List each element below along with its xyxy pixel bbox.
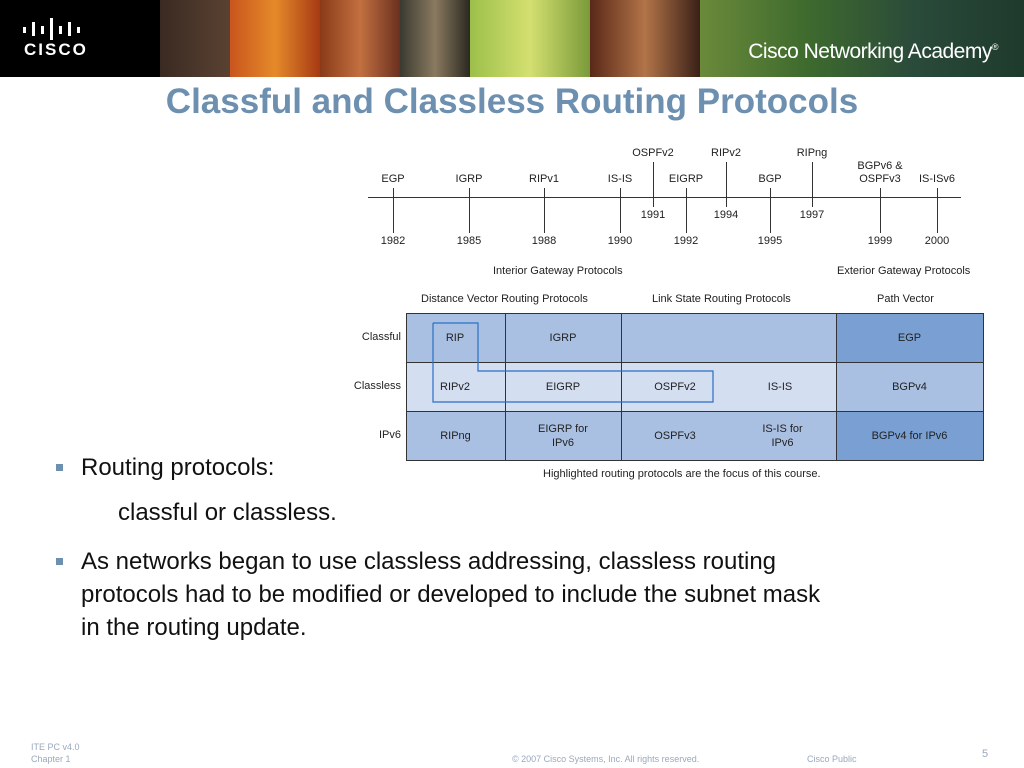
- footer-course: ITE PC v4.0: [31, 742, 80, 752]
- bullet-text: As networks began to use classless addressing, classless routing: [81, 548, 777, 575]
- timeline-year: 1997: [799, 209, 825, 221]
- footer-copyright: © 2007 Cisco Systems, Inc. All rights reserved.: [512, 754, 700, 764]
- timeline-label: EGP: [381, 173, 405, 185]
- table-cell: RIPng: [440, 429, 471, 442]
- timeline-year: 2000: [924, 235, 950, 247]
- table-cell: OSPFv3: [654, 429, 696, 442]
- timeline-label: IS-ISv6: [918, 173, 956, 185]
- timeline-year: 1991: [640, 209, 666, 221]
- table-column-header: Path Vector: [877, 293, 934, 305]
- timeline-year: 1994: [713, 209, 739, 221]
- academy-title: Cisco Networking Academy®: [748, 40, 998, 63]
- table-cell: EIGRP for IPv6: [538, 422, 588, 449]
- page-number: 5: [982, 748, 989, 760]
- table-row-label: Classful: [361, 331, 401, 343]
- timeline-label: OSPFv2: [632, 147, 674, 159]
- timeline-year: 1990: [607, 235, 633, 247]
- table-cell: BGPv4 for IPv6: [871, 429, 948, 442]
- timeline-year: 1999: [867, 235, 893, 247]
- table-column-header: Link State Routing Protocols: [652, 293, 791, 305]
- table-cell: RIP: [445, 331, 465, 344]
- bullet-icon: [56, 464, 63, 471]
- table-cell: OSPFv2: [654, 380, 696, 393]
- timeline-label: RIPv1: [529, 173, 559, 185]
- timeline-label: IGRP: [455, 173, 483, 185]
- table-group-header: Interior Gateway Protocols: [493, 265, 623, 277]
- timeline-label: BGP: [758, 173, 782, 185]
- table-cell: IS-IS: [767, 380, 793, 393]
- footer-classification: Cisco Public: [807, 754, 857, 764]
- table-column-header: Distance Vector Routing Protocols: [421, 293, 588, 305]
- timeline-label: EIGRP: [668, 173, 704, 185]
- bullet-subtext: classful or classless.: [118, 499, 337, 526]
- footer-chapter: Chapter 1: [31, 754, 71, 764]
- bullet-text: Routing protocols:: [81, 454, 275, 481]
- logo-text: CISCO: [24, 40, 88, 59]
- timeline-year: 1982: [380, 235, 406, 247]
- table-cell: EGP: [897, 331, 922, 344]
- table-row-label: IPv6: [378, 429, 401, 441]
- table-cell: IGRP: [549, 331, 577, 344]
- timeline-label: BGPv6 & OSPFv3: [857, 160, 903, 185]
- timeline-label: IS-IS: [607, 173, 633, 185]
- bullet-icon: [56, 558, 63, 565]
- table-caption: Highlighted routing protocols are the focus of this course.: [543, 468, 821, 480]
- table-cell: EIGRP: [545, 380, 581, 393]
- slide-title: Classful and Classless Routing Protocols: [165, 82, 859, 121]
- timeline-year: 1995: [757, 235, 783, 247]
- table-group-header: Exterior Gateway Protocols: [837, 265, 971, 277]
- table-row-label: Classless: [353, 380, 401, 392]
- timeline-year: 1985: [456, 235, 482, 247]
- table-cell: RIPv2: [440, 380, 470, 393]
- timeline-year: 1988: [531, 235, 557, 247]
- bullet-text: protocols had to be modified or developed to include the subnet mask: [81, 581, 821, 608]
- timeline-year: 1992: [673, 235, 699, 247]
- timeline-label: RIPng: [796, 147, 828, 159]
- table-cell: BGPv4: [892, 380, 927, 393]
- table-cell: IS-IS for IPv6: [762, 422, 803, 449]
- timeline-label: RIPv2: [711, 147, 741, 159]
- bullet-text: in the routing update.: [81, 614, 307, 641]
